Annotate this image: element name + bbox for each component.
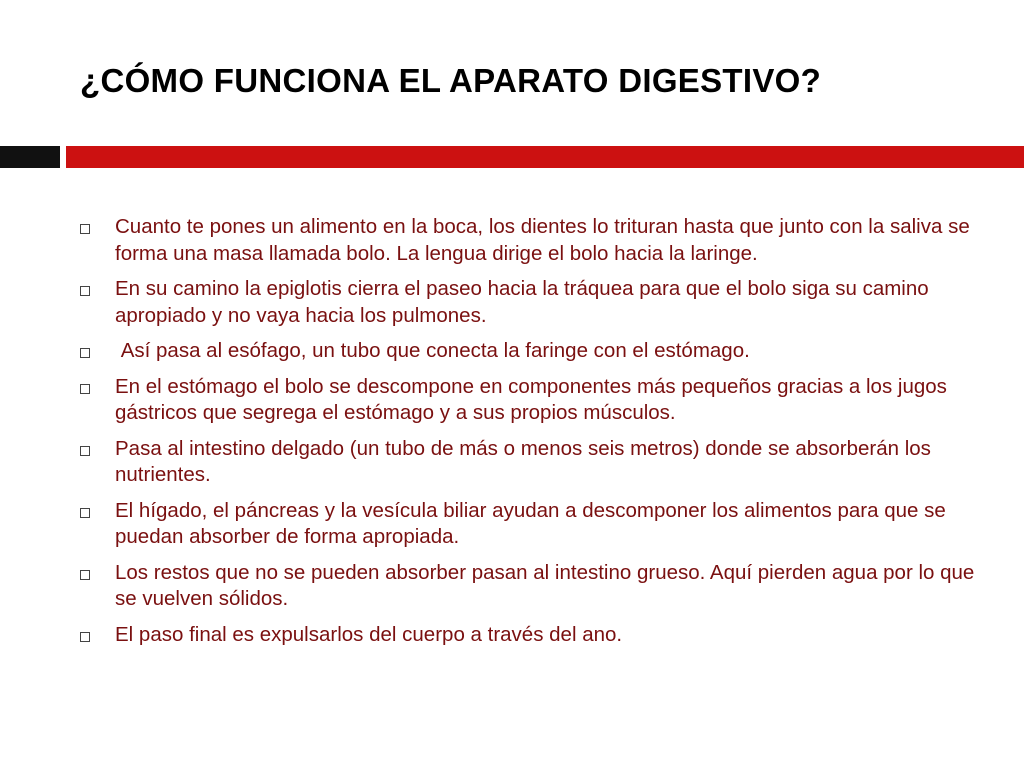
bullet-text: Cuanto te pones un alimento en la boca, los dientes lo trituran hasta que junto con la saliva se forma una masa llamada bolo. La lengua dirige el bolo hacia la laringe. (115, 215, 970, 265)
hollow-square-bullet-icon (80, 224, 90, 234)
hollow-square-bullet-icon (80, 286, 90, 296)
bullet-item (76, 214, 976, 267)
bullet-text: Los restos que no se pueden absorber pasan al intestino grueso. Aquí pierden agua por lo que se vuelven sólidos. (115, 560, 975, 610)
bullet-item (76, 436, 976, 489)
hollow-square-bullet-icon (80, 570, 90, 580)
title-accent-bar-red (66, 146, 1024, 168)
bullet-item (76, 622, 976, 649)
bullet-text: Así pasa al esófago, un tubo que conecta la faringe con el estómago. (115, 339, 750, 362)
title-accent-bar-black (0, 146, 60, 168)
hollow-square-bullet-icon (80, 348, 90, 358)
bullet-list (76, 214, 976, 657)
hollow-square-bullet-icon (80, 508, 90, 518)
bullet-item (76, 276, 976, 329)
bullet-item (76, 560, 976, 613)
bullet-text: En su camino la epiglotis cierra el paseo hacia la tráquea para que el bolo siga su camino apropiado y no vaya hacia los pulmones. (115, 277, 929, 327)
hollow-square-bullet-icon (80, 632, 90, 642)
bullet-item (76, 374, 976, 427)
hollow-square-bullet-icon (80, 384, 90, 394)
slide-title: ¿CÓMO FUNCIONA EL APARATO DIGESTIVO? (80, 62, 822, 99)
hollow-square-bullet-icon (80, 446, 90, 456)
bullet-item (76, 338, 976, 365)
bullet-text: El paso final es expulsarlos del cuerpo a través del ano. (115, 622, 623, 646)
bullet-text: El hígado, el páncreas y la vesícula biliar ayudan a descomponer los alimentos para que se puedan absorber de forma apropiada. (115, 498, 946, 548)
bullet-text: Pasa al intestino delgado (un tubo de más o menos seis metros) donde se absorberán los nutrientes. (115, 436, 931, 486)
bullet-item (76, 498, 976, 551)
bullet-text: En el estómago el bolo se descompone en componentes más pequeños gracias a los jugos gástricos que segrega el estómago y a sus propios músculos. (115, 374, 947, 424)
